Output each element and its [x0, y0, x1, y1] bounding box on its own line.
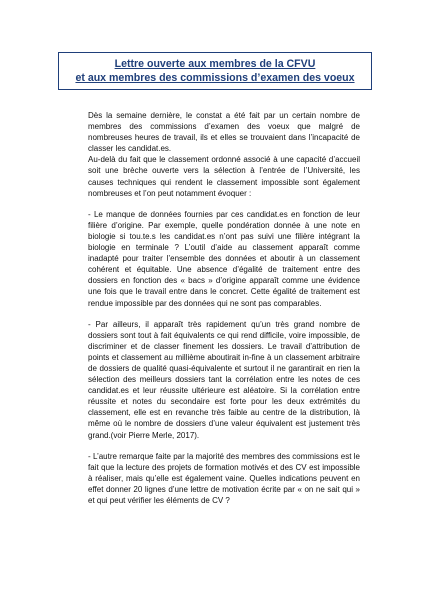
title-line-2: et aux membres des commissions d’examen des voeux [75, 72, 355, 84]
paragraph-point-equivalence: - Par ailleurs, il apparaît très rapidement qu’un très grand nombre de dossiers sont tout à fait équivalents ce qui rend difficile, voire impossible, de discriminer et de classer finement les dossiers. Le travail d’attribution de points et classement au millième aboutirait in-fine à un classement arbitraire de dossiers de qualité quasi-équivalente et surtout il ne garantirait en rien la sélection des meilleurs dossiers tant la corrélation entre les notes de ces candidat.es et leur réussite ultérieure est aléatoire. Si la corrélation entre réussite et notes du secondaire est forte pour les deux extrémités du classement, elle est en revanche très faible au centre de la distribution, là même où le nombre de dossiers d’une valeur équivalent est justement très grand.(voir Pierre Merle, 2017). [88, 319, 360, 440]
letter-body [88, 110, 360, 506]
title-box [58, 52, 372, 90]
paragraph-intro: Dès la semaine dernière, le constat a été fait par un certain nombre de membres des commissions d’examen des voeux que malgré de nombreuses heures de travail, ils et elles se trouvaient dans l’incapacité de classer les candidat.es. [88, 111, 360, 154]
paragraph-point-data: - Le manque de données fournies par ces candidat.es en fonction de leur filière d’origine. Par exemple, quelle pondération donnée à une note en biologie si tou.te.s les candidat.es n’ont pas suivi une filière intégrant la biologie en terminale ? L’outil d’aide au classement apparaît comme inadapté pour traiter l’ensemble des données et aboutir à un classement cohérent et équitable. Une absence d’égalité de traitement entre des dossiers en fonction des « bacs » d’origine apparaît comme une évidence une fois que le travail entre dans le concret. Cette égalité de traitement est rendue impossible par des données qui ne sont pas comparables. [88, 209, 360, 308]
paragraph-point-projects: - L’autre remarque faite par la majorité des membres des commissions est le fait que la lecture des projets de formation motivés et des CV est impossible à réaliser, mais qu’elle est également vaine. Quelles indications peuvent en effet donner 20 lignes d’une lettre de motivation écrite par « on ne sait qui » et qui peut vérifier les éléments de CV ? [88, 451, 360, 505]
title-line-1: Lettre ouverte aux membres de la CFVU [114, 58, 316, 70]
paragraph-context: Au-delà du fait que le classement ordonné associé à une capacité d’accueil soit une brèche ouverte vers la sélection à l’entrée de l’Université, les causes techniques qui rendent le classement impossible sont également nombreuses et l’on peut notamment évoquer : [88, 155, 360, 198]
